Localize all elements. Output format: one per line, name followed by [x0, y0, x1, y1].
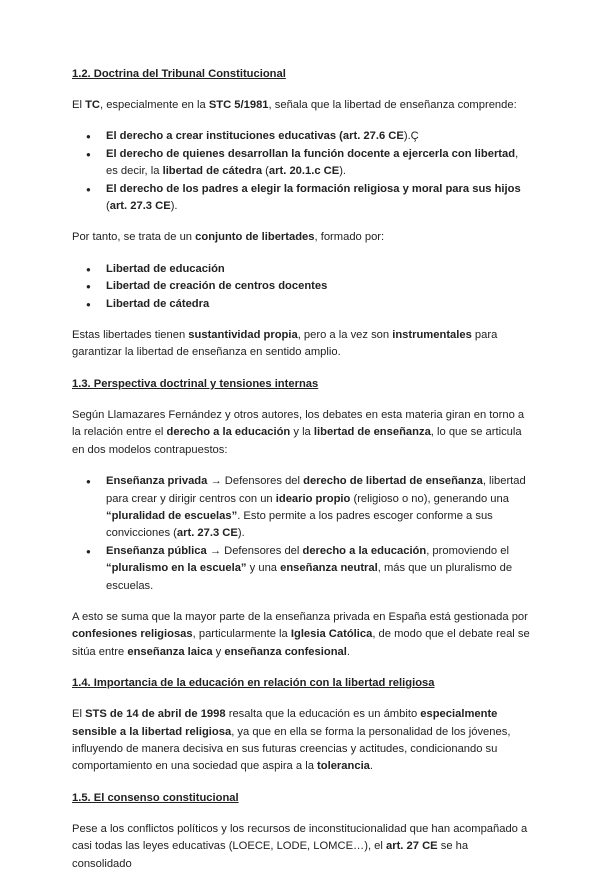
paragraph: Estas libertades tienen sustantividad propia, pero a la vez son instrumentales para garantizar la libertad de enseñanza en sentido amplio. — [72, 329, 498, 359]
paragraph: El STS de 14 de abril de 1998 resalta que la educación es un ámbito especialmente sensible a la libertad religiosa, ya que en ella se forma la personalidad de los jóvenes, influyendo de manera decisiva en sus futuras creencias y actitudes, condicionando su comportamiento en una sociedad que aspira a la tolerancia. — [72, 708, 511, 773]
list-item: ● Libertad de creación de centros docentes — [106, 278, 530, 295]
section-heading-1-4: 1.4. Importancia de la educación en relación con la libertad religiosa — [72, 677, 435, 690]
paragraph: Pese a los conflictos políticos y los recursos de inconstitucionalidad que han acompañado a casi todas las leyes educativas (LOECE, LODE, LOMCE…), el art. 27 CE se ha consolidado — [72, 822, 528, 870]
section-heading-1-3: 1.3. Perspectiva doctrinal y tensiones internas — [72, 377, 319, 390]
section-heading-1-2: 1.2. Doctrina del Tribunal Constitucional — [72, 68, 286, 80]
bullet-list — [72, 261, 530, 313]
paragraph: A esto se suma que la mayor parte de la enseñanza privada en España está gestionada por confesiones religiosas, particularmente la Iglesia Católica, de modo que el debate real se sitúa entre enseñanza laica y enseñanza confesional. — [72, 610, 530, 658]
list-item: ● El derecho a crear instituciones educativas (art. 27.6 CE).Ç — [106, 128, 530, 145]
list-item: ● Enseñanza pública → Defensores del derecho a la educación, promoviendo el “pluralismo en la escuela” y una enseñanza neutral, más que un pluralismo de escuelas. — [106, 543, 530, 595]
list-item: ● El derecho de los padres a elegir la formación religiosa y moral para sus hijos (art. 27.3 CE). — [106, 181, 530, 216]
bullet-list — [72, 473, 530, 595]
list-item: ● Enseñanza privada → Defensores del derecho de libertad de enseñanza, libertad para crear y dirigir centros con un ideario propio (religioso o no), generando una “pluralidad de escuelas”. Esto permite a los padres escoger conforme a sus convicciones (art. 27.3 CE). — [106, 473, 530, 543]
paragraph: El TC, especialmente en la STC 5/1981, señala que la libertad de enseñanza comprende: — [72, 99, 517, 111]
section-heading-1-5: 1.5. El consenso constitucional — [72, 791, 239, 804]
list-item: ● El derecho de quienes desarrollan la función docente a ejercerla con libertad, es decir, la libertad de cátedra (art. 20.1.c CE). — [106, 146, 530, 181]
list-item: ● Libertad de cátedra — [106, 296, 530, 313]
paragraph: Según Llamazares Fernández y otros autores, los debates en esta materia giran en torno a la relación entre el derecho a la educación y la libertad de enseñanza, lo que se articula en dos modelos contrapuestos: — [72, 408, 525, 456]
bullet-list — [72, 128, 530, 215]
list-item: ● Libertad de educación — [106, 261, 530, 278]
paragraph: Por tanto, se trata de un conjunto de libertades, formado por: — [72, 231, 385, 244]
